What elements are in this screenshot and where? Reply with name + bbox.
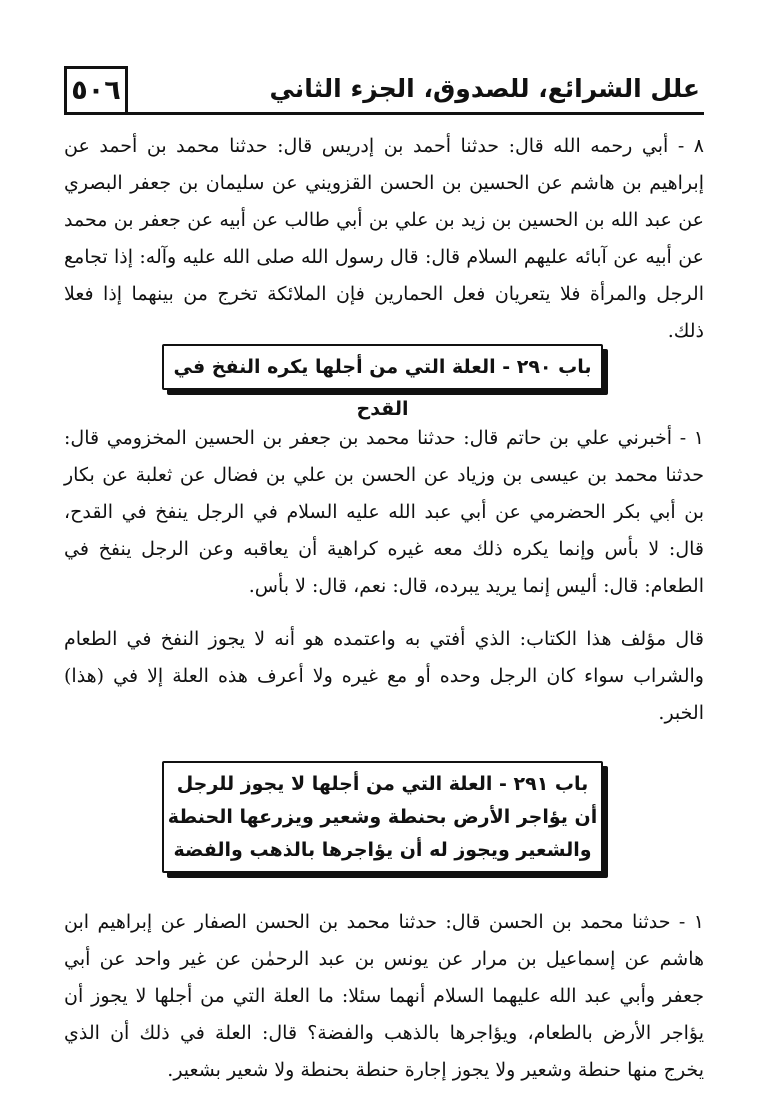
chapter-291-heading [162,761,603,873]
running-title: علل الشرائع، للصدوق، الجزء الثاني [269,74,700,103]
hadith-8-paragraph: ٨ - أبي رحمه الله قال: حدثنا أحمد بن إدريس قال: حدثنا محمد بن أحمد عن إبراهيم بن هاشم عن الحسين بن الحسن القزويني عن سليمان بن جعفر البصري عن عبد الله بن الحسين بن زيد بن علي بن أبي طالب عن أبيه عن جعفر بن محمد عن أبيه عن آبائه عليهم السلام قال: قال رسول الله صلى الله عليه وآله: إذا تجامع الرجل والمرأة فلا يتعريان فعل الحمارين فإن الملائكة تخرج من بينهما إذا فعلا ذلك. [64,135,704,342]
hadith-290-1-paragraph: ١ - أخبرني علي بن حاتم قال: حدثنا محمد بن جعفر بن الحسين المخزومي قال: حدثنا محمد بن عيسى بن وزياد عن الحسن بن علي بن فضال عن ثعلبة عن بكار بن أبي بكر الحضرمي عن أبي عبد الله عليه السلام في الرجل ينفخ في القدح، قال: لا بأس وإنما يكره ذلك معه غيره كراهية أن يعاقبه وعن الرجل ينفخ في الطعام: قال: أليس إنما يريد يبرده، قال: نعم، قال: لا بأس. [64,427,704,597]
chapter-291-line-1: باب ٢٩١ - العلة التي من أجلها لا يجوز للرجل [176,773,589,795]
chapter-290-heading: باب ٢٩٠ - العلة التي من أجلها يكره النفخ في القدح [162,344,603,390]
author-note-paragraph: قال مؤلف هذا الكتاب: الذي أفتي به واعتمده هو أنه لا يجوز النفخ في الطعام والشراب سواء كان الرجل وحده أو مع غيره ولا أعرف هذه العلة إلا في (هذا) الخبر. [64,628,704,724]
chapter-291-line-3: والشعير ويجوز له أن يؤاجرها بالذهب والفضة [173,839,592,861]
chapter-291-line-2: أن يؤاجر الأرض بحنطة وشعير ويزرعها الحنطة [167,806,598,828]
running-header [64,66,704,115]
page-number: ٥٠٦ [64,66,128,112]
hadith-291-1-paragraph: ١ - حدثنا محمد بن الحسن قال: حدثنا محمد بن الحسن الصفار عن إبراهيم ابن هاشم عن إسماعيل بن مرار عن يونس بن عبد الرحمٰن عن غير واحد عن أبي جعفر وأبي عبد الله عليهما السلام أنهما سئلا: ما العلة التي من أجلها لا يجوز أن يؤاجر الأرض بالطعام، ويؤاجرها بالذهب والفضة؟ قال: العلة في ذلك أن الذي يخرج منها حنطة وشعير ولا يجوز إجارة حنطة بحنطة ولا شعير بشعير. [64,911,704,1081]
